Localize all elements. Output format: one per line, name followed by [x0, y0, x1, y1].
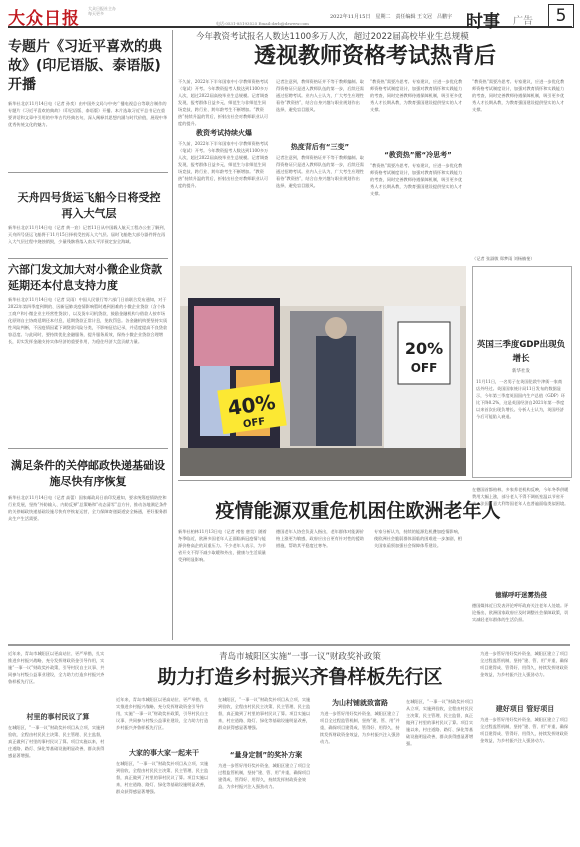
article-body-loans: 新华社北京11月14日电（记者 吴雨）中国人民银行等六部门日前联合发布通知，对于2022年第四季度到期的、因新冠肺炎疫情影响暂时遇到困难的小微企业贷款（含个体工商户和小微企业主经营性贷款），以及货车司机贷款，鼓励金融机构与借款人按市场化原则自主协商延期还本付息，延期贷款正常计息，免收罚息。各金融机构要坚持实质性风险判断，不因疫情因素下调贷款风险分类，不影响征信记录，并适度提高不良贷款容忍度。与此同时，要持续优化金融服务，提升服务质效，保持小微企业贷款合理增长，切实发挥金融支持实体经济的重要作用，为稳住经济大盘贡献力量。 [8, 297, 168, 344]
lead-headline: 透视教师资格考试热背后 [253, 44, 496, 69]
article-title-postal: 满足条件的关停邮政快递基础设施尽快有序恢复 [11, 459, 165, 488]
article-body-spacecraft: 新华社北京11月14日电（记者 黄一宸）记者11日从中国载人航天工程办公室了解到，天舟四号货运飞船将于11月15日择机受控再入大气层。届时飞船绝大部分器件将在再入大气层过程中烧蚀销毁，少量残骸将落入南太平洋预定安全海域。 [8, 225, 168, 244]
newspaper-logo: 大众日报 [8, 9, 80, 29]
bottom-body-col3b: 为进一步管好用好奖补资金，城阳区建立了项目全过程监管机制，坚持“建、管、用”并重，确保项目建得成、管得好、用得久，持续发挥财政资金效益，为乡村振兴注入强劲动力。 [218, 763, 311, 789]
article-title-spacecraft: 天舟四号货运飞船今日将受控再入大气层 [17, 191, 161, 220]
gdp-body: 11月11日，一名男子在英国伦敦牛津街一家商店外经过。英国国家统计局11日发布的数据显示，今年第三季度英国国内生产总值（GDP）环比下降0.2%，这是英国经济自2021年第一季度以来首次出现负增长。分析人士认为，英国经济今后可能陷入衰退。 [476, 379, 566, 419]
lead-kicker: 今年教资考试报名人数达1100多万人次，超过2022届高校毕业生总规模 [196, 32, 469, 42]
right-lower-body: 在德国首都柏林，多家养老机构反映，今年冬季供暖费用大幅上涨，部分老人不得不调低室温以节省开支。法国、意大利等国老年人也普遍面临类似困境。 [472, 487, 569, 506]
lead-body-2: 记者注意到，教师资格证并不等于教师编制。取得资格证只是进入教师队伍的第一步，后续还需通过招聘考试。业内人士认为，广大考生应理性看待“教资热”，结合自身兴趣与职业规划作出选择，避免盲目跟风。 [276, 79, 364, 112]
lead-body-2b: 记者注意到，教师资格证并不等于教师编制。取得资格证只是进入教师队伍的第一步，后续还需通过招聘考试。业内人士认为，广大考生应理性看待“教资热”，结合自身兴趣与职业规划作出选择，避免盲目跟风。 [276, 155, 364, 188]
lead-subhead-2: 热度背后有“三变” [290, 143, 350, 151]
divider [8, 644, 570, 646]
divider [8, 258, 168, 259]
bottom-subhead-5: 建好项目 管好项目 [495, 705, 555, 713]
bottom-subhead-4: 为山村铺就致富路 [332, 699, 388, 707]
gdp-title: 英国三季度GDP出现负增长 [476, 340, 566, 364]
bottom-body-col2b: 在城阳区，“一事一议”财政奖补项目从立项、实施到验收，全程由村民民主决策、民主管理、民主监督，真正做到了村里的事村民议了算。项目实施以来，村庄道路、路灯、绿化等基础设施明显改善，群众获得感显著增强。 [116, 761, 209, 794]
bottom-kicker: 青岛市城阳区实施“一事一议”财政奖补政策 [219, 652, 381, 662]
sign-discount-main-sub: OFF [242, 416, 266, 431]
lead-body-1: 不久前，2022年下半年国家中小学教师资格考试（笔试）开考。今年教资报考人数达到1100多万人次，超过2022届高校毕业生总规模。记者调查发现，报考群体日益多元，师范生与非师范生同场竞技，跨行业、跨年龄考生不断增加。“教资热”持续升温的背后，折射出社会对教师职业认可度的提升。 [178, 79, 269, 126]
bottom-body-col2: 近年来，青岛市城阳区以更高站位、更严举措，扎实推进乡村振兴战略，充分发挥财政资金引导作用，实施“一事一议”财政奖补政策，引导村民自主议事、共同参与村级公益事业建设，全力助力打造乡村振兴齐鲁样板先行区。 [116, 697, 209, 730]
bottom-body-col5: 在城阳区，“一事一议”财政奖补项目从立项、实施到验收，全程由村民民主决策、民主管理、民主监督，真正做到了村里的事村民议了算。项目实施以来，村庄道路、路灯、绿化等基础设施明显改善，群众获得感显著增强。 [406, 699, 474, 746]
logo-subtitle: 大众日报社主办 每天更多 [88, 6, 116, 16]
right-lower-subhead: 德媒呼吁迷雾热侵 [495, 591, 547, 599]
lead-byline: （记者 张淑敏 郑梦雨 刘杨楠斐） [472, 256, 535, 261]
lead-body-3b: “教资热”需要冷思考。专家建议，应进一步优化教师资格考试制度设计，加强对教育情怀和实践能力的考查，同时完善教师待遇保障机制，吸引更多优秀人才长期从教，为教育强国建设提供坚实的人才支撑。 [370, 163, 463, 196]
article-body-documentary: 新华社北京11月14日电（记者 孙奕）由中国外文局与中央广播电视总台等联合制作的专题片《习近平喜欢的典故》（印尼语版、泰语版）开播。本片选取习近平总书记在重要讲话和文章中引用的中华古代经典名句，深入阐释其思想内涵与时代价值，展现中华优秀传统文化的魅力。 [8, 101, 168, 127]
shop-window-photo [180, 266, 466, 476]
mid-body-3: 专家分析认为，持续的能源危机叠加疫情影响，使欧洲社会脆弱群体面临的困难进一步加剧，相关国家亟须加强社会保障体系建设。 [374, 529, 462, 548]
column-divider [172, 30, 173, 640]
lead-subhead-1: 教资考试持续火爆 [196, 129, 252, 137]
lead-body-1b: 不久前，2022年下半年国家中小学教师资格考试（笔试）开考。今年教资报考人数达到1100多万人次，超过2022届高校毕业生总规模。记者调查发现，报考群体日益多元，师范生与非师范生同场竞技，跨行业、跨年龄考生不断增加。“教资热”持续升温的背后，折射出社会对教师职业认可度的提升。 [178, 141, 269, 188]
divider [8, 448, 168, 449]
bottom-subhead-2: 大家的事大家一起来干 [129, 749, 199, 757]
masthead [8, 4, 572, 32]
mid-body-1: 新华社柏林11月13日电（记者 褚怡 唐昊）随着冬季临近，欧洲多国老年人正面临新冠疫情与能源价格高企的双重压力。不少老年人表示，为节省开支不得不减少取暖和外出，健康与生活质量受到明显影响。 [178, 529, 267, 562]
article-title-loans: 六部门发文加大对小微企业贷款延期还本付息支持力度 [8, 263, 162, 292]
issue-info: 2022年11月15日 星期二 责任编辑 王文冠 吕鹏宇 [330, 14, 453, 20]
bottom-body-col3: 在城阳区，“一事一议”财政奖补项目从立项、实施到验收，全程由村民民主决策、民主管理、民主监督，真正做到了村里的事村民议了算。项目实施以来，村庄道路、路灯、绿化等基础设施明显改善，群众获得感显著增强。 [218, 697, 311, 730]
bottom-subhead-1: 村里的事村民议了算 [26, 713, 90, 721]
lead-body-4: “教资热”需要冷思考。专家建议，应进一步优化教师资格考试制度设计，加强对教育情怀和实践能力的考查，同时完善教师待遇保障机制，吸引更多优秀人才长期从教，为教育强国建设提供坚实的人才支撑。 [472, 79, 565, 112]
lead-body-3: “教资热”需要冷思考。专家建议，应进一步优化教师资格考试制度设计，加强对教育情怀和实践能力的考查，同时完善教师待遇保障机制，吸引更多优秀人才长期从教，为教育强国建设提供坚实的人才支撑。 [370, 79, 463, 112]
bottom-headline: 助力打造乡村振兴齐鲁样板先行区 [157, 666, 443, 688]
sign-discount-top: 20% [404, 339, 444, 358]
divider [178, 480, 570, 481]
sign-discount-main: 40% [226, 389, 277, 421]
gdp-source: 新华社发 [512, 369, 530, 374]
article-title-documentary: 专题片《习近平喜欢的典故》(印尼语版、泰语版)开播 [8, 39, 162, 93]
lead-subhead-3: “教资热”需“冷思考” [384, 151, 452, 159]
contact-info: 电话:0531-85193525 Email:dzrb@dzwww.com [216, 21, 309, 26]
news-photo [180, 266, 466, 476]
sign-discount-top-sub: OFF [410, 361, 438, 375]
page-number: 5 [548, 4, 574, 28]
mid-headline: 疫情能源双重危机困住欧洲老年人 [215, 500, 501, 522]
bottom-right-top: 为进一步管好用好奖补资金，城阳区建立了项目全过程监管机制，坚持“建、管、用”并重，确保项目建得成、管得好、用得久，持续发挥财政资金效益，为乡村振兴注入强劲动力。 [480, 651, 569, 677]
article-body-postal: 新华社北京11月14日电（记者 高蕾）国家邮政局日前印发通知，要求统筹疫情防控和行业发展，坚持“外防输入、内防反弹”总策略和“动态清零”总方针，推动各地满足条件的关停邮政快递基础设施尽快有序恢复运营，全力保障寄递渠道安全畅通，更好服务群众生产生活需要。 [8, 495, 168, 521]
right-lower-body-2: 德国媒体近日发表评论呼吁政府关注老年人处境。评论指出，欧洲国家政府应及时调整社会保障政策，切实减轻老年群体的生活负担。 [472, 603, 569, 622]
section-title: 时事 [466, 12, 500, 32]
bottom-body-col1: 在城阳区，“一事一议”财政奖补项目从立项、实施到验收，全程由村民民主决策、民主管理、民主监督，真正做到了村里的事村民议了算。项目实施以来，村庄道路、路灯、绿化等基础设施明显改善，群众获得感显著增强。 [8, 725, 105, 758]
bottom-body-col6: 为进一步管好用好奖补资金，城阳区建立了项目全过程监管机制，坚持“建、管、用”并重，确保项目建得成、管得好、用得久，持续发挥财政资金效益，为乡村振兴注入强劲动力。 [480, 717, 569, 743]
mid-body-2: 德国老年人协会负责人指出，老年群体对能源价格上涨更为敏感，政府应出台更有针对性的援助措施，帮助其平稳度过寒冬。 [276, 529, 364, 548]
bottom-body-col4: 为进一步管好用好奖补资金，城阳区建立了项目全过程监管机制，坚持“建、管、用”并重，确保项目建得成、管得好、用得久，持续发挥财政资金效益，为乡村振兴注入强劲动力。 [320, 711, 400, 744]
bottom-subhead-3: “量身定制”的奖补方案 [229, 751, 303, 759]
ad-tag: 广告 [513, 16, 533, 27]
divider [8, 172, 168, 173]
bottom-intro: 近年来，青岛市城阳区以更高站位、更严举措，扎实推进乡村振兴战略，充分发挥财政资金引导作用，实施“一事一议”财政奖补政策，引导村民自主议事、共同参与村级公益事业建设，全力助力打造乡村振兴齐鲁样板先行区。 [8, 651, 105, 684]
